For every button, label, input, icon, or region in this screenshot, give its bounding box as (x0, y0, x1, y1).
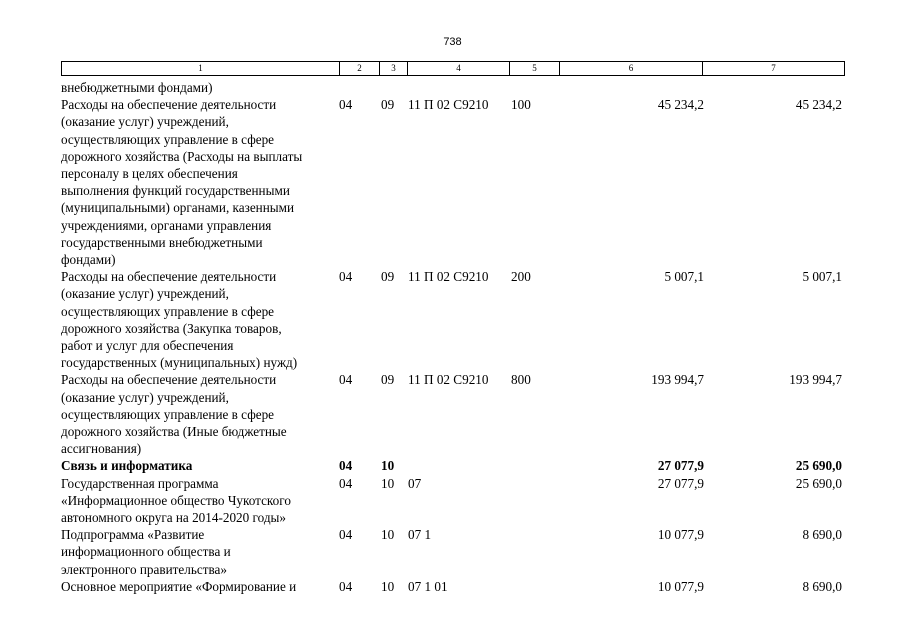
description-line: дорожного хозяйства (Иные бюджетные (61, 424, 287, 440)
description-line: (муниципальными) органами, казенными (61, 200, 295, 216)
amount-year-1: 193 994,7 (651, 372, 704, 388)
header-col-3: 3 (380, 62, 408, 76)
description-line: Связь и информатика (61, 458, 193, 474)
row-description (61, 526, 339, 578)
description-line: Подпрограмма «Развитие (61, 527, 205, 543)
description-line: Расходы на обеспечение деятельности (61, 269, 277, 285)
subsection-code: 09 (381, 372, 395, 388)
expense-type: 100 (511, 97, 531, 113)
section-code: 04 (339, 458, 353, 474)
description-line: «Информационное общество Чукотского (61, 492, 291, 508)
section-code: 04 (339, 269, 353, 285)
amount-year-1: 27 077,9 (657, 458, 704, 474)
target-article: 07 1 01 (408, 578, 448, 594)
target-article: 11 П 02 С9210 (408, 97, 489, 113)
description-line: Расходы на обеспечение деятельности (61, 97, 277, 113)
subsection-code: 10 (381, 578, 395, 594)
description-line: (оказание услуг) учреждений, (61, 389, 229, 405)
section-code: 04 (339, 97, 353, 113)
description-line: автономного округа на 2014-2020 годы» (61, 510, 286, 526)
section-code: 04 (339, 372, 353, 388)
budget-table-body (61, 79, 844, 595)
header-col-6: 6 (560, 62, 703, 76)
header-col-7: 7 (703, 62, 845, 76)
description-line: Основное мероприятие «Формирование и (61, 578, 297, 594)
description-line: осуществляющих управление в сфере (61, 303, 275, 319)
section-code: 04 (339, 527, 353, 543)
target-article: 07 (408, 475, 422, 491)
header-col-5: 5 (510, 62, 560, 76)
subsection-code: 10 (381, 458, 395, 474)
amount-year-1: 45 234,2 (657, 97, 704, 113)
amount-year-2: 25 690,0 (795, 475, 842, 491)
description-line: дорожного хозяйства (Расходы на выплаты (61, 148, 303, 164)
description-line: осуществляющих управление в сфере (61, 406, 275, 422)
description-line: выполнения функций государственными (61, 183, 290, 199)
description-line: персоналу в целях обеспечения (61, 166, 238, 182)
row-description (61, 457, 339, 474)
target-article: 11 П 02 С9210 (408, 269, 489, 285)
description-line: внебюджетными фондами) (61, 80, 213, 95)
table-row (61, 79, 844, 96)
table-row (61, 457, 844, 474)
row-description (61, 96, 339, 268)
column-number-header (61, 61, 845, 76)
description-line: (оказание услуг) учреждений, (61, 286, 229, 302)
page-number: 738 (443, 36, 462, 48)
subsection-code: 09 (381, 97, 395, 113)
description-line: (оказание услуг) учреждений, (61, 114, 229, 130)
expense-type: 800 (511, 372, 531, 388)
table-row (61, 371, 844, 457)
section-code: 04 (339, 475, 353, 491)
expense-type: 200 (511, 269, 531, 285)
description-line: ассигнования) (61, 441, 142, 457)
amount-year-2: 5 007,1 (802, 269, 842, 285)
row-description (61, 475, 339, 527)
description-line: государственных (муниципальных) нужд) (61, 355, 298, 371)
row-description (61, 578, 339, 595)
table-row (61, 475, 844, 527)
amount-year-1: 5 007,1 (664, 269, 704, 285)
row-description (61, 268, 339, 371)
description-line: осуществляющих управление в сфере (61, 131, 275, 147)
amount-year-2: 193 994,7 (789, 372, 842, 388)
subsection-code: 10 (381, 527, 395, 543)
header-col-2: 2 (340, 62, 380, 76)
description-line: фондами) (61, 252, 116, 268)
table-row (61, 578, 844, 595)
amount-year-2: 8 690,0 (802, 527, 842, 543)
section-code: 04 (339, 578, 353, 594)
description-line: информационного общества и (61, 544, 231, 560)
header-col-1: 1 (62, 62, 340, 76)
description-line: электронного правительства» (61, 561, 227, 577)
amount-year-1: 10 077,9 (657, 578, 704, 594)
amount-year-2: 25 690,0 (795, 458, 842, 474)
target-article: 07 1 (408, 527, 432, 543)
amount-year-1: 27 077,9 (657, 475, 704, 491)
amount-year-2: 45 234,2 (795, 97, 842, 113)
description-line: учреждениями, органами управления (61, 217, 272, 233)
table-row (61, 96, 844, 268)
row-description (61, 371, 339, 457)
row-description (61, 79, 339, 96)
description-line: Расходы на обеспечение деятельности (61, 372, 277, 388)
description-line: Государственная программа (61, 475, 219, 491)
amount-year-1: 10 077,9 (657, 527, 704, 543)
target-article: 11 П 02 С9210 (408, 372, 489, 388)
amount-year-2: 8 690,0 (802, 578, 842, 594)
subsection-code: 10 (381, 475, 395, 491)
table-row (61, 268, 844, 371)
description-line: работ и услуг для обеспечения (61, 338, 234, 354)
header-col-4: 4 (408, 62, 510, 76)
description-line: государственными внебюджетными (61, 234, 263, 250)
description-line: дорожного хозяйства (Закупка товаров, (61, 320, 282, 336)
subsection-code: 09 (381, 269, 395, 285)
table-row (61, 526, 844, 578)
